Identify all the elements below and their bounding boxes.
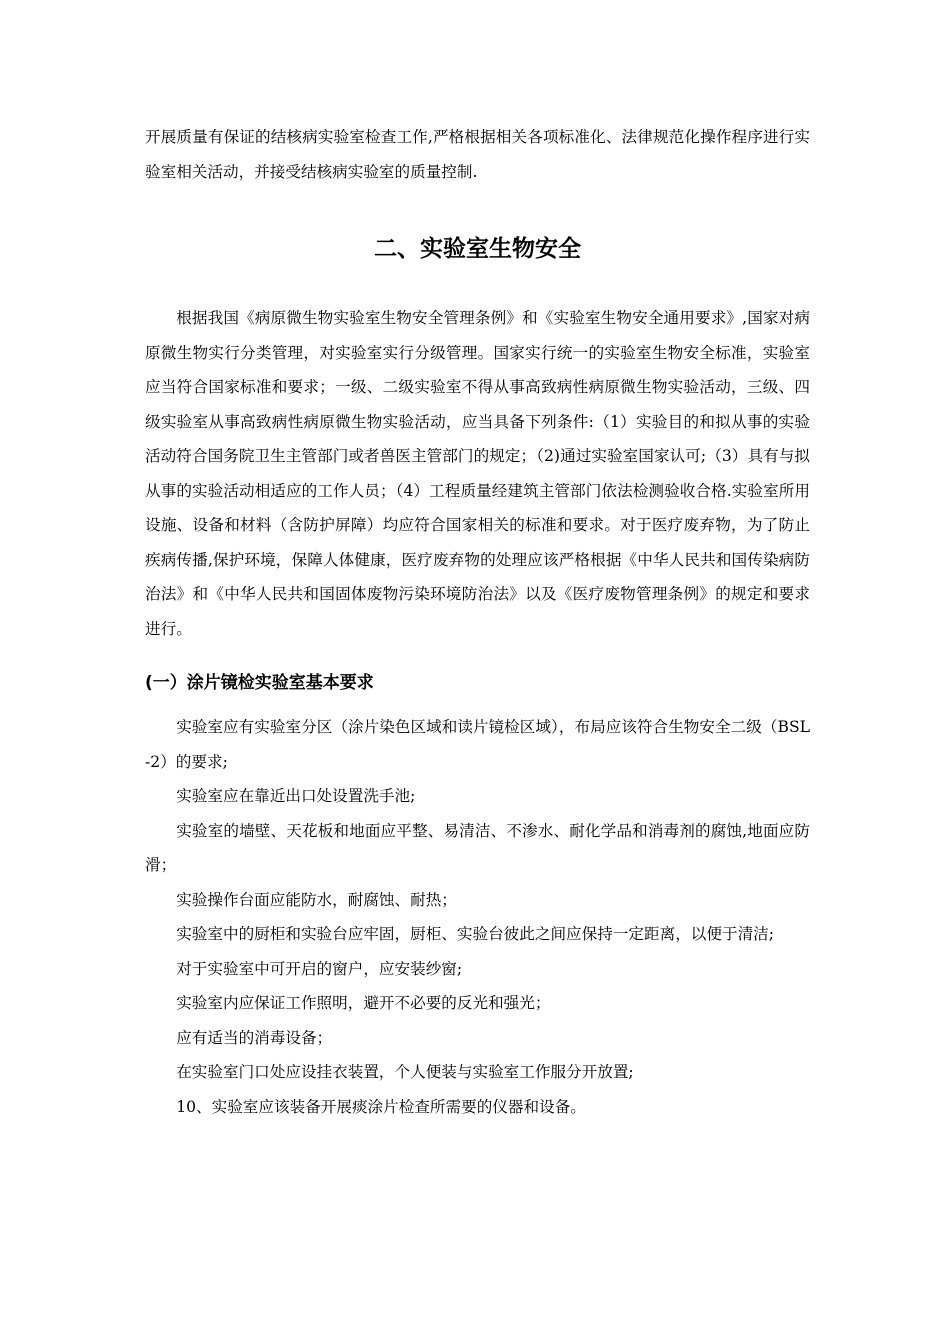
list-item: 10、实验室应该装备开展痰涂片检查所需要的仪器和设备。 xyxy=(176,1097,586,1116)
list-item: 实验室中的厨柜和实验台应牢固，厨柜、实验台彼此之间应保持一定距离，以便于清洁; xyxy=(176,925,775,943)
list-item: 实验室应在靠近出口处设置洗手池; xyxy=(176,787,416,805)
requirements-list xyxy=(145,710,810,1124)
list-item: 实验室应有实验室分区（涂片染色区域和读片镜检区域），布局应该符合生物安全二级（BSL-2）的要求; xyxy=(145,718,810,771)
list-item: 实验操作台面应能防水，耐腐蚀、耐热； xyxy=(176,890,457,909)
list-item: 应有适当的消毒设备； xyxy=(176,1028,333,1047)
section-body-paragraph: 根据我国《病原微生物实验室生物安全管理条例》和《实验室生物安全通用要求》,国家对病原微生物实行分类管理，对实验室实行分级管理。国家实行统一的实验室生物安全标准，实验室应当符合国家标准和要求；一级、二级实验室不得从事高致病性病原微生物实验活动，三级、四级实验室从事高致病性病原微生物实验活动，应当具备下列条件:（1）实验目的和拟从事的实验活动符合国务院卫生主管部门或者兽医主管部门的规定；（2)通过实验室国家认可;（3）具有与拟从事的实验活动相适应的工作人员；（4）工程质量经建筑主管部门依法检测验收合格.实验室所用设施、设备和材料（含防护屏障）均应符合国家相关的标准和要求。对于医疗废弃物，为了防止疾病传播,保护环境，保障人体健康，医疗废弃物的处理应该严格根据《中华人民共和国传染病防治法》和《中华人民共和国固体废物污染环境防治法》以及《医疗废物管理条例》的规定和要求进行。 xyxy=(145,309,810,638)
section-title: 二、实验室生物安全 xyxy=(374,236,581,262)
list-item: 对于实验室中可开启的窗户，应安装纱窗; xyxy=(176,959,463,978)
document-page xyxy=(145,120,810,1124)
intro-paragraph: 开展质量有保证的结核病实验室检查工作,严格根据相关各项标准化、法律规范化操作程序进行实验室相关活动，并接受结核病实验室的质量控制. xyxy=(145,128,810,181)
list-item: 实验室内应保证工作照明，避开不必要的反光和强光； xyxy=(176,994,551,1012)
subsection-heading: (一）涂片镜检实验室基本要求 xyxy=(145,673,374,693)
list-item: 在实验室门口处应设挂衣装置，个人便装与实验室工作服分开放置; xyxy=(176,1063,634,1081)
list-item: 实验室的墙壁、天花板和地面应平整、易清洁、不渗水、耐化学品和消毒剂的腐蚀,地面应防滑； xyxy=(145,821,810,874)
